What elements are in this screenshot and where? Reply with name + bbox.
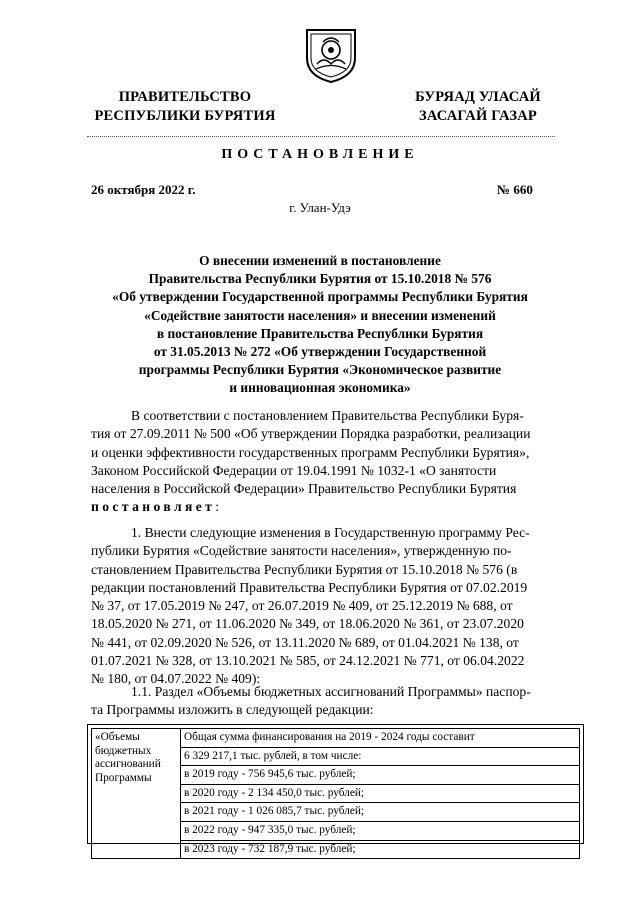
resolves-colon: : [215,499,220,515]
title-line: и инновационная экономика» [229,380,411,396]
text-line: 01.07.2021 № 328, от 13.10.2021 № 585, от 24.12.2021 № 771, от 06.04.2022 [91,653,525,669]
text-line: населения в Российской Федерации» Правительство Республики Бурятия [91,481,517,497]
document-city: г. Улан-Удэ [289,200,351,215]
title-line: О внесении изменений в постановление [199,253,441,268]
document-type: ПОСТАНОВЛЕНИЕ [221,147,419,162]
text-line: и оценки эффективности государственных программ Республики Бурятия», [91,444,530,460]
header-left-line-1: ПРАВИТЕЛЬСТВО [118,89,252,105]
government-name-russian [80,88,290,126]
text-line: редакции постановлений Правительства Республики Бурятия от 07.02.2019 [91,579,528,595]
text-line: № 37, от 17.05.2019 № 247, от 26.07.2019 № 409, от 25.12.2019 № 688, от [91,598,513,614]
header-divider [87,136,555,137]
government-name-buryat [388,88,568,126]
header-right-line-1: БУРЯАД УЛАСАЙ [415,89,541,105]
header-right-line-2: ЗАСАГАЙ ГАЗАР [419,108,537,124]
document-title [80,252,560,398]
title-line: «Об утверждении Государственной программы Республики Бурятия [112,289,528,305]
table-label-cell [92,729,181,859]
text-line: В соответствии с постановлением Правительства Республики Буря- [131,408,524,423]
text-line: публики Бурятия «Содействие занятости населения», утвержденную по- [91,543,512,559]
title-line: программы Республики Бурятия «Экономическое развитие [138,362,502,378]
text-line: тия от 27.09.2011 № 500 «Об утверждении Порядка разработки, реализации [91,426,531,442]
title-line: Правительства Республики Бурятия от 15.10.2018 № 576 [148,271,492,287]
text-line: № 180, от 04.07.2022 № 409): [91,671,261,687]
item-1-paragraph [91,524,579,689]
resolves-word: постановляет [91,499,216,515]
document-number: № 660 [497,182,533,197]
header-left-line-2: РЕСПУБЛИКИ БУРЯТИЯ [94,108,276,124]
text-line: 1. Внести следующие изменения в Государственную программу Рес- [131,525,530,540]
label-line: бюджетных [95,744,152,757]
table-cell: в 2021 году - 1 026 085,7 тыс. рублей; [181,803,580,822]
table-cell: Общая сумма финансирования на 2019 - 2024 годы составит [181,729,580,748]
title-line: от 31.05.2013 № 272 «Об утверждении Государственной [153,344,487,360]
text-line: Законом Российской Федерации от 19.04.1991 № 1032-1 «О занятости [91,462,497,478]
table-cell: в 2020 году - 2 134 450,0 тыс. рублей; [181,784,580,803]
text-line: № 441, от 02.09.2020 № 526, от 13.11.2020 № 689, от 01.04.2021 № 138, от [91,634,519,650]
table-cell: в 2019 году - 756 945,6 тыс. рублей; [181,766,580,785]
text-line: становлением Правительства Республики Бурятия от 15.10.2018 № 576 (в [91,561,518,577]
item-1-1-paragraph [91,683,579,720]
table-cell: в 2022 году - 947 335,0 тыс. рублей; [181,821,580,840]
title-line: в постановление Правительства Республики Бурятия [156,325,484,341]
table-row [92,729,580,748]
title-line: «Содействие занятости населения» и внесении изменений [144,307,496,323]
text-line: 1.1. Раздел «Объемы бюджетных ассигнований Программы» паспор- [131,684,531,699]
coat-of-arms-icon [299,20,363,84]
resolves-line [91,498,579,516]
table-cell: в 2023 году - 732 187,9 тыс. рублей; [181,840,580,859]
label-line: ассигнований [95,758,161,771]
text-line: 18.05.2020 № 271, от 11.06.2020 № 349, от 18.06.2020 № 361, от 23.07.2020 [91,616,524,632]
document-date: 26 октября 2022 г. [91,182,196,197]
text-line: та Программы изложить в следующей редакции: [91,702,374,718]
budget-table [91,728,580,859]
preamble-paragraph [91,407,579,517]
label-line: «Объемы [95,731,140,743]
table-cell: 6 329 217,1 тыс. рублей, в том числе: [181,747,580,766]
label-line: Программы [95,771,152,784]
